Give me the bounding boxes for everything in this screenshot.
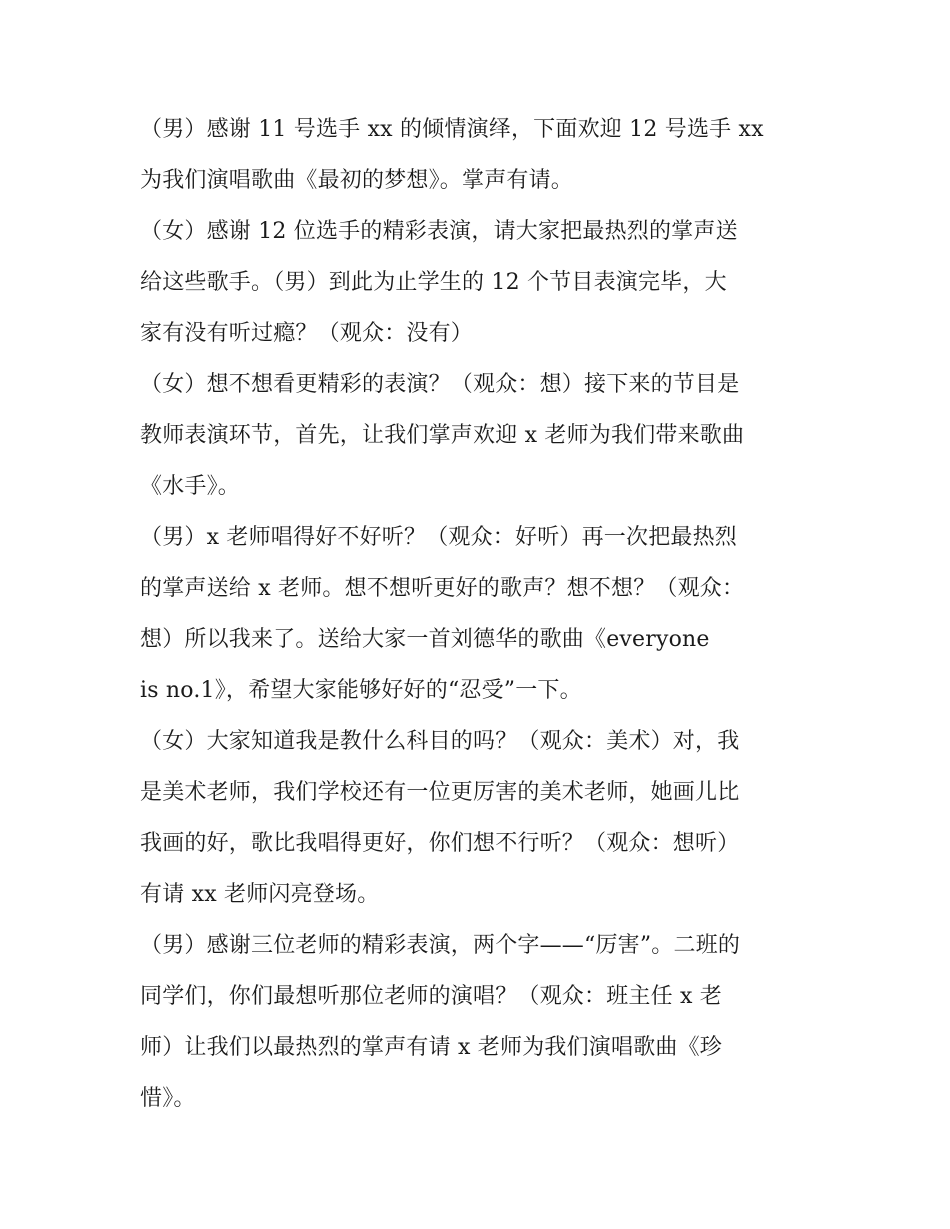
- text-line: 同学们，你们最想听那位老师的演唱？（观众：班主任 x 老: [140, 984, 722, 1009]
- text-line: 我画的好，歌比我唱得更好，你们想不行听？（观众：想听）: [140, 831, 740, 856]
- text-line: 有请 xx 老师闪亮登场。: [140, 882, 380, 907]
- text-line: 想）所以我来了。送给大家一首刘德华的歌曲《everyone: [140, 627, 710, 652]
- text-line: 是美术老师，我们学校还有一位更厉害的美术老师，她画儿比: [140, 780, 740, 805]
- text-line: 为我们演唱歌曲《最初的梦想》。掌声有请。: [140, 168, 574, 193]
- text-line: is no.1》，希望大家能够好好的“忍受”一下。: [140, 678, 582, 703]
- text-line: （男）感谢 11 号选手 xx 的倾情演绎，下面欢迎 12 号选手 xx: [140, 117, 764, 142]
- text-line: （女）想不想看更精彩的表演？（观众：想）接下来的节目是: [140, 372, 740, 397]
- text-line: 教师表演环节，首先，让我们掌声欢迎 x 老师为我们带来歌曲: [140, 423, 745, 448]
- document-body: [140, 104, 820, 1124]
- text-line: （男）感谢三位老师的精彩表演，两个字——“厉害”。二班的: [140, 933, 741, 958]
- text-line: 的掌声送给 x 老师。想不想听更好的歌声？想不想？（观众：: [140, 576, 745, 601]
- text-line: （女）大家知道我是教什么科目的吗？（观众：美术）对，我: [140, 729, 740, 754]
- text-line: 家有没有听过瘾？（观众：没有）: [140, 321, 474, 346]
- text-line: 《水手》。: [140, 474, 241, 499]
- text-line: （男）x 老师唱得好不好听？（观众：好听）再一次把最热烈: [140, 525, 738, 550]
- text-line: （女）感谢 12 位选手的精彩表演，请大家把最热烈的掌声送: [140, 219, 738, 244]
- text-line: 给这些歌手。（男）到此为止学生的 12 个节目表演完毕，大: [140, 270, 727, 295]
- text-line: 惜》。: [140, 1086, 196, 1111]
- text-line: 师）让我们以最热烈的掌声有请 x 老师为我们演唱歌曲《珍: [140, 1035, 722, 1060]
